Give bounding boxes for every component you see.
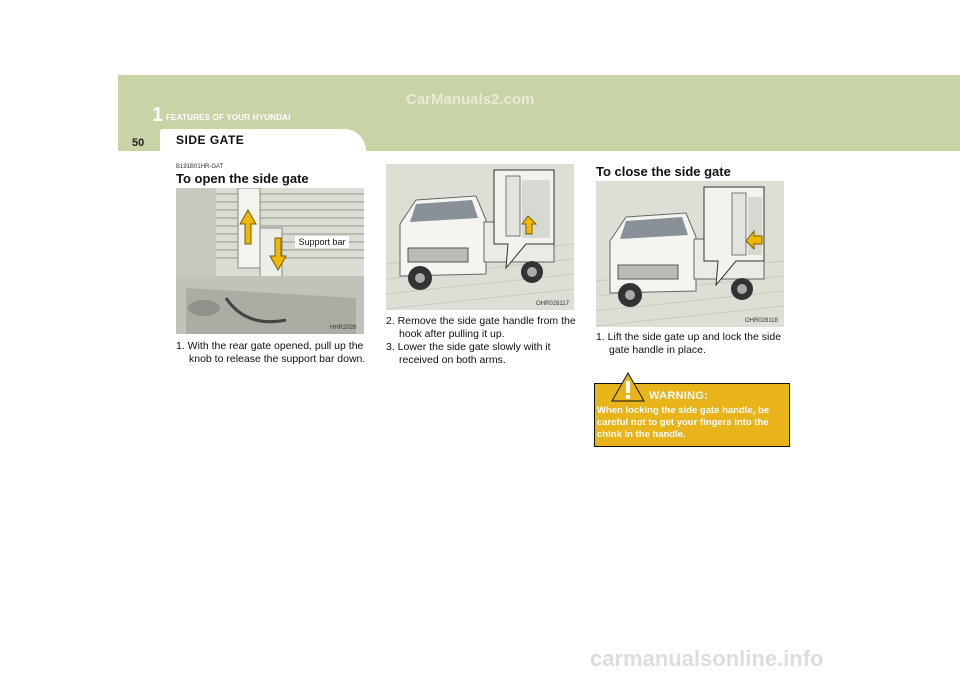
figure-truck-open — [386, 164, 574, 310]
warning-title: WARNING: — [649, 390, 709, 402]
right-steps — [596, 331, 788, 357]
open-side-gate-heading: To open the side gate — [176, 171, 309, 186]
support-bar-callout: Support bar — [295, 236, 349, 248]
section-title: SIDE GATE — [176, 133, 245, 147]
middle-steps — [386, 315, 576, 367]
truck-open-illustration — [386, 164, 574, 310]
section-code: B191B01HR-GAT — [176, 164, 224, 170]
step-text: 2. Remove the side gate handle from the hook after pulling it up. — [386, 315, 576, 340]
page-number: 50 — [132, 137, 145, 149]
warning-triangle-icon — [611, 372, 645, 402]
left-steps — [176, 340, 366, 366]
close-side-gate-heading: To close the side gate — [596, 164, 731, 179]
chapter-number: 1 — [152, 104, 164, 126]
warning-text: When locking the side gate handle, be careful not to get your fingers into the chink in the handle. — [597, 405, 770, 440]
header-watermark-link[interactable]: CarManuals2.com — [406, 91, 535, 108]
step-text: 3. Lower the side gate slowly with it received on both arms. — [386, 341, 551, 366]
step-text: 1. With the rear gate opened, pull up the knob to release the support bar down. — [176, 340, 366, 365]
footer-watermark-link[interactable]: carmanualsonline.info — [590, 646, 824, 671]
figure-code-left: HHR2026 — [330, 325, 357, 331]
figure-support-bar — [176, 188, 364, 334]
step-text: 1. Lift the side gate up and lock the side gate handle in place. — [596, 331, 782, 356]
warning-box — [594, 383, 790, 447]
truck-close-illustration — [596, 181, 784, 327]
figure-code-right: OHR028118 — [745, 318, 778, 324]
figure-code-middle: OHR028117 — [536, 301, 569, 307]
figure-truck-close — [596, 181, 784, 327]
support-bar-illustration — [176, 188, 364, 334]
chapter-title: FEATURES OF YOUR HYUNDAI — [166, 113, 291, 122]
